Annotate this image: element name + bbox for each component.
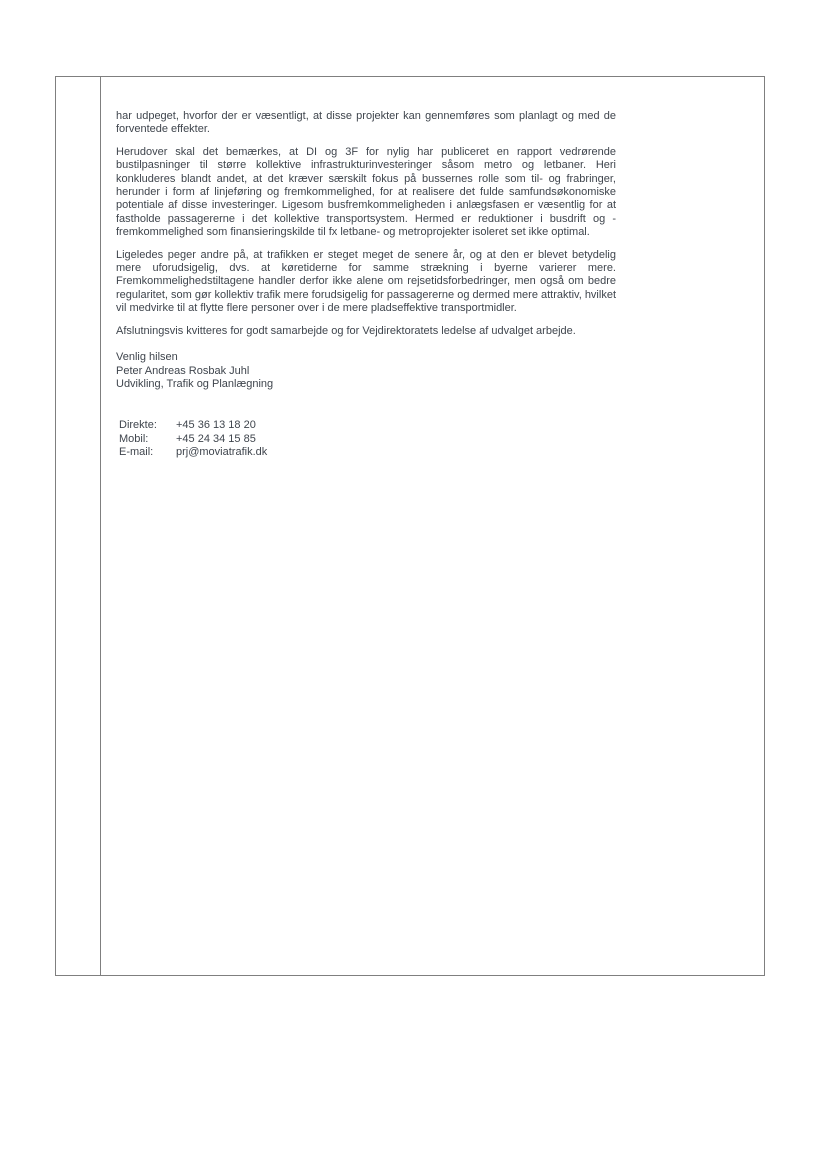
contact-row-direct <box>119 419 764 432</box>
contact-row-email <box>119 446 764 459</box>
contact-value-mobile: +45 24 34 15 85 <box>176 432 256 445</box>
contact-block <box>119 419 764 459</box>
signature-salutation: Venlig hilsen <box>116 351 178 364</box>
contact-row-mobile <box>119 433 764 446</box>
letter-body <box>101 77 764 975</box>
letter-frame <box>55 76 765 976</box>
contact-value-direct: +45 36 13 18 20 <box>176 419 256 432</box>
contact-label-mobile: Mobil: <box>119 432 149 445</box>
paragraph-3: Ligeledes peger andre på, at trafikken er steget meget de senere år, og at den er blevet betydelig mere uforudsigelig, dvs. at køretiderne for samme strækning i byerne varierer mere. Fremkommelighedstiltagene handler derfor ikke alene om rejsetidsforbedringer, men også om bedre regularitet, som gør kollektiv trafik mere forudsigelig for passagererne og dermed mere attraktiv, hvilket vil medvirke til at flytte flere personer over i de mere pladseffektive transportmidler. <box>116 248 616 315</box>
signature-department: Udvikling, Trafik og Planlægning <box>116 377 274 390</box>
paragraph-closing: Afslutningsvis kvitteres for godt samarbejde og for Vejdirektoratets ledelse af udvalget arbejde. <box>116 324 576 337</box>
signature-block <box>116 351 764 391</box>
contact-label-direct: Direkte: <box>119 419 157 432</box>
signature-name: Peter Andreas Rosbak Juhl <box>116 364 250 377</box>
contact-value-email: prj@moviatrafik.dk <box>176 446 268 459</box>
left-margin-column <box>56 77 101 975</box>
paragraph-2: Herudover skal det bemærkes, at DI og 3F for nylig har publiceret en rapport vedrørende bustilpasninger til større kollektive infrastrukturinvesteringer såsom metro og letbaner. Heri konkluderes blandt andet, at det kræver særskilt fokus på bussernes rolle som til- og frabringer, herunder i form af linjeføring og fremkommelighed, for at realisere det fulde samfundsøkonomiske potentiale af disse investeringer. Ligesom busfremkommeligheden i anlægsfasen er væsentlig for at fastholde passagererne i det kollektive transportsystem. Hermed er reduktioner i busdrift og -fremkommelighed som finansieringskilde til fx letbane- og metroprojekter isoleret set ikke optimal. <box>116 145 616 239</box>
contact-label-email: E-mail: <box>119 446 154 459</box>
paragraph-1: har udpeget, hvorfor der er væsentligt, at disse projekter kan gennemføres som planlagt og med de forventede effekter. <box>116 110 616 136</box>
